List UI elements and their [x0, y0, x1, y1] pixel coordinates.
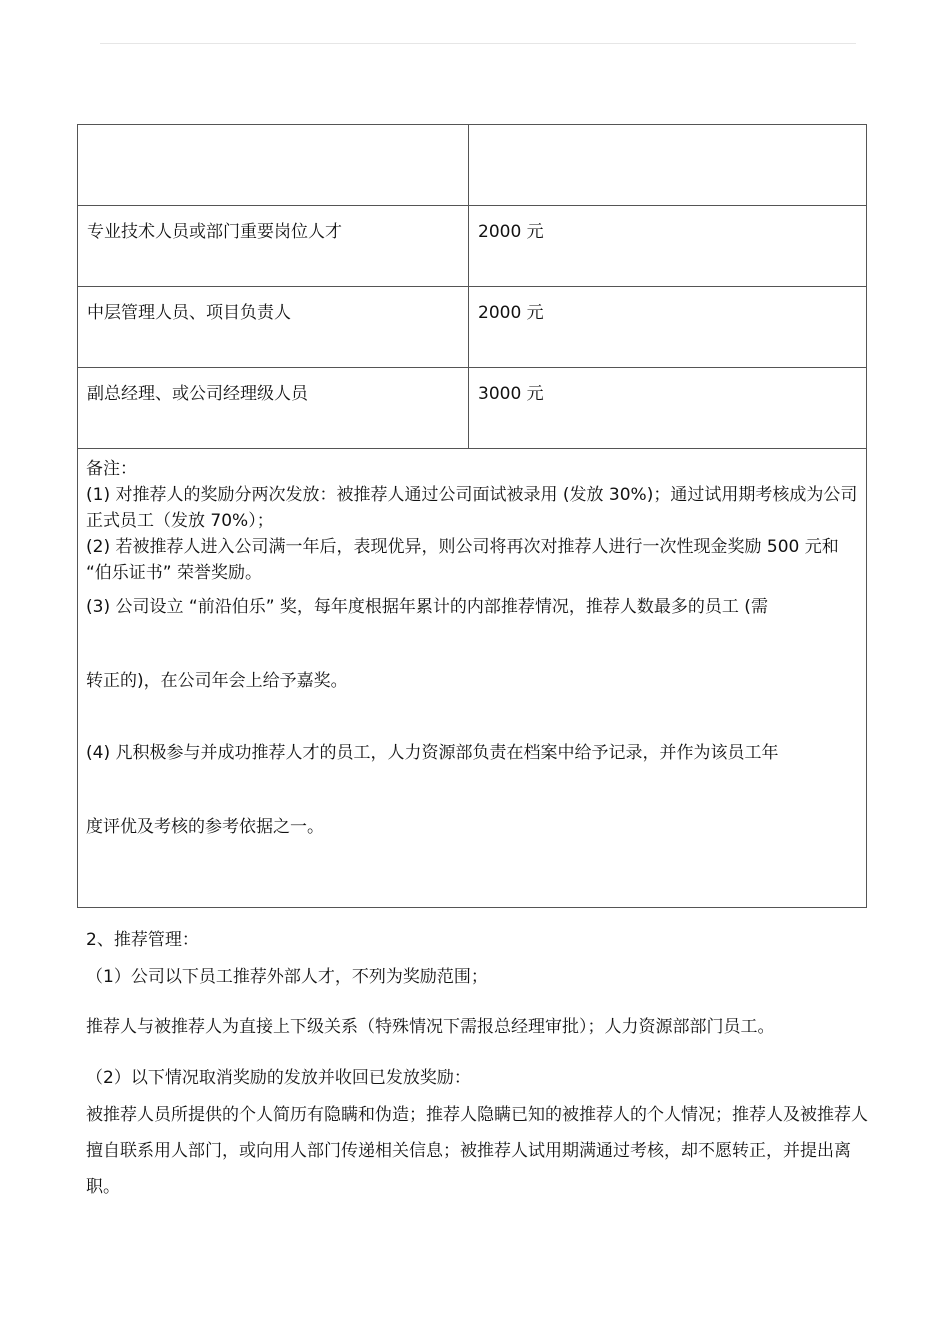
- reward-cell: 2000 元: [469, 206, 867, 287]
- header-rule: [100, 43, 856, 44]
- table-row: [78, 368, 867, 449]
- table-row: [78, 287, 867, 368]
- table-row: [78, 206, 867, 287]
- section-heading: 2、推荐管理：: [86, 930, 199, 950]
- reward-table: [77, 124, 867, 908]
- reward-cell: 2000 元: [469, 287, 867, 368]
- position-cell: 中层管理人员、项目负责人: [78, 287, 469, 368]
- remarks-item-1: (1) 对推荐人的奖励分两次发放：被推荐人通过公司面试被录用 (发放 30%)；通过试用期考核成为公司正式员工（发放 70%）；: [86, 485, 858, 531]
- remarks-item-3-cont: 转正的)，在公司年会上给予嘉奖。: [86, 671, 348, 691]
- remarks-item-4: (4) 凡积极参与并成功推荐人才的员工，人力资源部负责在档案中给予记录，并作为该员工年: [86, 743, 779, 763]
- remarks-item-2: (2) 若被推荐人进入公司满一年后，表现优异，则公司将再次对推荐人进行一次性现金奖励 500 元和 “伯乐证书” 荣誉奖励。: [86, 537, 839, 583]
- section-paragraph-4: 被推荐人员所提供的个人简历有隐瞒和伪造；推荐人隐瞒已知的被推荐人的个人情况；推荐人及被推荐人擅自联系用人部门，或向用人部门传递相关信息；被推荐人试用期满通过考核，却不愿转正，并提出离职。: [86, 1105, 868, 1197]
- position-cell: [78, 125, 469, 206]
- remarks-row: [78, 449, 867, 908]
- table-row: [78, 125, 867, 206]
- reward-cell: 3000 元: [469, 368, 867, 449]
- position-cell: 副总经理、或公司经理级人员: [78, 368, 469, 449]
- position-cell: 专业技术人员或部门重要岗位人才: [78, 206, 469, 287]
- remarks-title: 备注：: [86, 459, 137, 479]
- remarks-item-4-cont: 度评优及考核的参考依据之一。: [86, 817, 324, 837]
- reward-cell: [469, 125, 867, 206]
- section-paragraph-2: 推荐人与被推荐人为直接上下级关系（特殊情况下需报总经理审批）；人力资源部部门员工。: [86, 1017, 775, 1037]
- remarks-item-3: (3) 公司设立 “前沿伯乐” 奖，每年度根据年累计的内部推荐情况，推荐人数最多的员工 (需: [86, 597, 768, 617]
- remarks-cell: [78, 449, 867, 908]
- section-paragraph-3: （2）以下情况取消奖励的发放并收回已发放奖励：: [86, 1068, 471, 1088]
- section-paragraph-1: （1）公司以下员工推荐外部人才，不列为奖励范围；: [86, 967, 488, 987]
